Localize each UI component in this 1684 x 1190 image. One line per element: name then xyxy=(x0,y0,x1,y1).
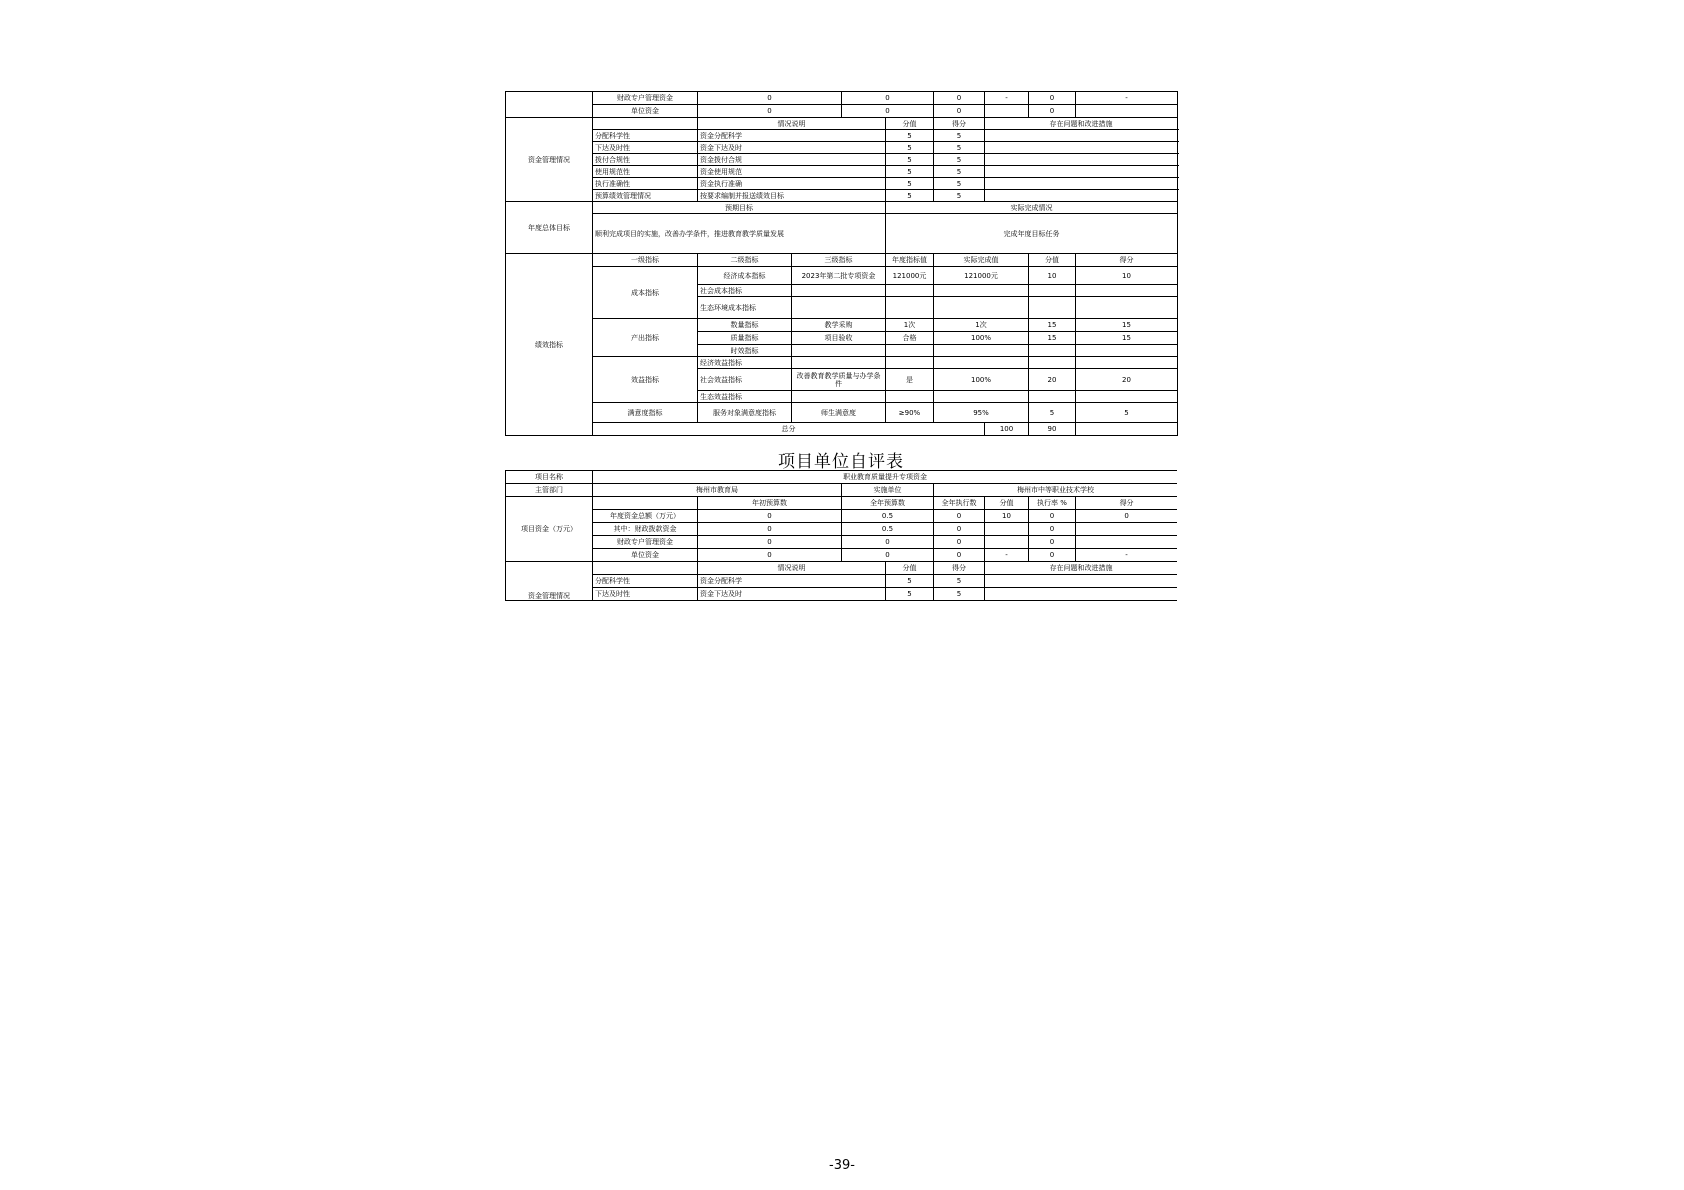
fund-value: - xyxy=(1076,92,1178,105)
fund-value xyxy=(985,523,1029,536)
fund-value: 0 xyxy=(934,510,985,523)
mgmt-header-row xyxy=(506,562,1178,575)
perf-got: 15 xyxy=(1076,319,1178,332)
fund-value: 0 xyxy=(842,549,934,562)
mgmt-got: 5 xyxy=(934,178,985,190)
perf-row xyxy=(506,319,1178,332)
mgmt-desc: 按要求编制并报送绩效目标 xyxy=(698,190,886,202)
perf-l2: 质量指标 xyxy=(698,332,792,345)
fund-section-label: 项目资金（万元） xyxy=(506,497,593,562)
annual-goal-text: 顺利完成项目的实施，改善办学条件，推进教育教学质量发展 xyxy=(593,214,886,254)
fund-row xyxy=(506,105,1178,118)
bottom-evaluation-table xyxy=(505,470,1177,605)
perf-row xyxy=(506,403,1178,423)
project-value: 职业教育质量提升专项资金 xyxy=(593,471,1178,484)
perf-got: 15 xyxy=(1076,332,1178,345)
perf-got: 10 xyxy=(1076,267,1178,285)
annual-section-label: 年度总体目标 xyxy=(506,202,593,254)
fund-row xyxy=(506,536,1178,549)
mgmt-label: 预算绩效管理情况 xyxy=(593,190,698,202)
fund-value xyxy=(985,536,1029,549)
annual-goal-header: 预期目标 xyxy=(593,202,886,214)
perf-header: 得分 xyxy=(1076,254,1178,267)
mgmt-label: 拨付合规性 xyxy=(593,154,698,166)
perf-l3: 教学采购 xyxy=(792,319,886,332)
mgmt-score: 5 xyxy=(886,130,934,142)
fund-header: 执行率 % xyxy=(1029,497,1076,510)
mgmt-label: 使用规范性 xyxy=(593,166,698,178)
total-got: 90 xyxy=(1029,423,1076,436)
fund-value: 0 xyxy=(698,92,842,105)
perf-actual: 1次 xyxy=(934,319,1029,332)
perf-l3: 2023年第二批专项资金 xyxy=(792,267,886,285)
mgmt-got: 5 xyxy=(934,154,985,166)
fund-value: 0 xyxy=(698,523,842,536)
fund-value xyxy=(1076,536,1178,549)
annual-result-header: 实际完成情况 xyxy=(886,202,1178,214)
mgmt-header-score: 分值 xyxy=(886,118,934,130)
mgmt-row xyxy=(506,154,1178,166)
mgmt-label: 分配科学性 xyxy=(593,130,698,142)
perf-l2: 社会成本指标 xyxy=(698,285,792,297)
fund-value: - xyxy=(1076,549,1178,562)
fund-value: 0 xyxy=(1029,510,1076,523)
fund-header: 得分 xyxy=(1076,497,1178,510)
mgmt-got: 5 xyxy=(934,588,985,601)
perf-header: 二级指标 xyxy=(698,254,792,267)
mgmt-header-score: 分值 xyxy=(886,562,934,575)
fund-value xyxy=(985,105,1029,118)
mgmt-section-label: 资金管理情况 xyxy=(506,118,593,202)
perf-row xyxy=(506,267,1178,285)
perf-score: 5 xyxy=(1029,403,1076,423)
perf-actual: 95% xyxy=(934,403,1029,423)
fund-header-row xyxy=(506,497,1178,510)
mgmt-score: 5 xyxy=(886,142,934,154)
fund-value: 0 xyxy=(934,105,985,118)
mgmt-row xyxy=(506,575,1178,588)
perf-score: 10 xyxy=(1029,267,1076,285)
mgmt-score: 5 xyxy=(886,575,934,588)
fund-value: 0 xyxy=(1029,549,1076,562)
perf-section-label: 绩效指标 xyxy=(506,254,593,436)
mgmt-desc: 资金下达及时 xyxy=(698,588,886,601)
fund-value: 0 xyxy=(934,536,985,549)
perf-group-label: 效益指标 xyxy=(593,357,698,403)
fund-row xyxy=(506,92,1178,105)
fund-value: 0 xyxy=(934,523,985,536)
perf-l3: 师生满意度 xyxy=(792,403,886,423)
project-label: 项目名称 xyxy=(506,471,593,484)
fund-row xyxy=(506,549,1178,562)
mgmt-score: 5 xyxy=(886,190,934,202)
perf-header: 分值 xyxy=(1029,254,1076,267)
impl-label: 实施单位 xyxy=(842,484,934,497)
annual-result-text: 完成年度目标任务 xyxy=(886,214,1178,254)
perf-l3: 改善教育教学质量与办学条件 xyxy=(792,369,886,391)
perf-l2: 经济效益指标 xyxy=(698,357,792,369)
mgmt-desc: 资金下达及时 xyxy=(698,142,886,154)
mgmt-got: 5 xyxy=(934,190,985,202)
perf-header-row xyxy=(506,254,1178,267)
mgmt-row xyxy=(506,130,1178,142)
annual-header-row xyxy=(506,202,1178,214)
fund-row xyxy=(506,523,1178,536)
perf-header: 年度指标值 xyxy=(886,254,934,267)
mgmt-score: 5 xyxy=(886,154,934,166)
fund-value: - xyxy=(985,549,1029,562)
fund-header: 分值 xyxy=(985,497,1029,510)
fund-label: 其中：财政拨款资金 xyxy=(593,523,698,536)
fund-value: 0.5 xyxy=(842,523,934,536)
perf-l2: 社会效益指标 xyxy=(698,369,792,391)
fund-label: 财政专户管理资金 xyxy=(593,92,698,105)
mgmt-desc: 资金分配科学 xyxy=(698,130,886,142)
project-row xyxy=(506,471,1178,484)
mgmt-row xyxy=(506,142,1178,154)
fund-value: 0 xyxy=(1076,510,1178,523)
mgmt-desc: 资金分配科学 xyxy=(698,575,886,588)
perf-got: 5 xyxy=(1076,403,1178,423)
perf-header: 三级指标 xyxy=(792,254,886,267)
perf-l2: 经济成本指标 xyxy=(698,267,792,285)
mgmt-row xyxy=(506,190,1178,202)
perf-actual: 100% xyxy=(934,332,1029,345)
mgmt-label: 下达及时性 xyxy=(593,142,698,154)
fund-row xyxy=(506,510,1178,523)
perf-group-label: 产出指标 xyxy=(593,319,698,357)
mgmt-header-got: 得分 xyxy=(934,562,985,575)
fund-value: 0 xyxy=(1029,92,1076,105)
perf-header: 一级指标 xyxy=(593,254,698,267)
perf-score: 15 xyxy=(1029,319,1076,332)
perf-target: ≥90% xyxy=(886,403,934,423)
fund-value: 0 xyxy=(934,549,985,562)
top-evaluation-table xyxy=(505,91,1177,436)
mgmt-header-desc: 情况说明 xyxy=(698,562,886,575)
mgmt-got: 5 xyxy=(934,130,985,142)
annual-row xyxy=(506,214,1178,254)
dept-row xyxy=(506,484,1178,497)
fund-value: 0 xyxy=(934,92,985,105)
mgmt-got: 5 xyxy=(934,166,985,178)
dept-label: 主管部门 xyxy=(506,484,593,497)
fund-value: 0 xyxy=(842,105,934,118)
mgmt-score: 5 xyxy=(886,166,934,178)
perf-score: 20 xyxy=(1029,369,1076,391)
fund-value: 0 xyxy=(698,549,842,562)
fund-value: 0 xyxy=(1029,105,1076,118)
mgmt-row xyxy=(506,166,1178,178)
page-number: -39- xyxy=(829,1158,855,1173)
perf-l2: 生态效益指标 xyxy=(698,391,792,403)
fund-value: 0 xyxy=(842,536,934,549)
fund-label: 单位资金 xyxy=(593,549,698,562)
mgmt-label: 分配科学性 xyxy=(593,575,698,588)
perf-got: 20 xyxy=(1076,369,1178,391)
fund-value: 0.5 xyxy=(842,510,934,523)
mgmt-score: 5 xyxy=(886,178,934,190)
perf-target: 是 xyxy=(886,369,934,391)
fund-value: 0 xyxy=(698,536,842,549)
fund-value: 0 xyxy=(1029,523,1076,536)
perf-target: 121000元 xyxy=(886,267,934,285)
perf-group-label: 成本指标 xyxy=(593,267,698,319)
section-cell xyxy=(506,92,593,118)
mgmt-got: 5 xyxy=(934,575,985,588)
page-title: 项目单位自评表 xyxy=(778,452,904,472)
perf-target: 1次 xyxy=(886,319,934,332)
impl-value: 梅州市中等职业技术学校 xyxy=(934,484,1178,497)
perf-actual: 121000元 xyxy=(934,267,1029,285)
mgmt-section-label: 资金管理情况 xyxy=(506,562,593,601)
mgmt-desc: 资金拨付合规 xyxy=(698,154,886,166)
perf-l2: 时效指标 xyxy=(698,345,792,357)
perf-l2: 数量指标 xyxy=(698,319,792,332)
fund-label: 年度资金总额（万元） xyxy=(593,510,698,523)
fund-value: 0 xyxy=(842,92,934,105)
perf-group-label: 满意度指标 xyxy=(593,403,698,423)
perf-header: 实际完成值 xyxy=(934,254,1029,267)
fund-value: 0 xyxy=(698,510,842,523)
total-row xyxy=(506,423,1178,436)
fund-header: 全年预算数 xyxy=(842,497,934,510)
perf-row xyxy=(506,357,1178,369)
mgmt-label: 执行准确性 xyxy=(593,178,698,190)
fund-value xyxy=(1076,523,1178,536)
fund-value: - xyxy=(985,92,1029,105)
mgmt-got: 5 xyxy=(934,142,985,154)
mgmt-desc: 资金执行准确 xyxy=(698,178,886,190)
mgmt-header-row xyxy=(506,118,1178,130)
fund-label: 财政专户管理资金 xyxy=(593,536,698,549)
fund-label: 单位资金 xyxy=(593,105,698,118)
perf-l2: 服务对象满意度指标 xyxy=(698,403,792,423)
total-score: 100 xyxy=(985,423,1029,436)
mgmt-header-desc: 情况说明 xyxy=(698,118,886,130)
perf-score: 15 xyxy=(1029,332,1076,345)
mgmt-header-issue: 存在问题和改进措施 xyxy=(985,118,1178,130)
mgmt-header-got: 得分 xyxy=(934,118,985,130)
fund-header: 全年执行数 xyxy=(934,497,985,510)
total-label: 总分 xyxy=(593,423,985,436)
perf-l2: 生态环境成本指标 xyxy=(698,297,792,319)
dept-value: 梅州市教育局 xyxy=(593,484,842,497)
perf-l3: 项目验收 xyxy=(792,332,886,345)
perf-target: 合格 xyxy=(886,332,934,345)
mgmt-header-issue: 存在问题和改进措施 xyxy=(985,562,1178,575)
perf-actual: 100% xyxy=(934,369,1029,391)
mgmt-row xyxy=(506,588,1178,601)
fund-value: 0 xyxy=(698,105,842,118)
mgmt-desc: 资金使用规范 xyxy=(698,166,886,178)
mgmt-score: 5 xyxy=(886,588,934,601)
fund-value: 10 xyxy=(985,510,1029,523)
fund-value: 0 xyxy=(1029,536,1076,549)
mgmt-row xyxy=(506,178,1178,190)
fund-value xyxy=(1076,105,1178,118)
fund-header: 年初预算数 xyxy=(698,497,842,510)
mgmt-label: 下达及时性 xyxy=(593,588,698,601)
